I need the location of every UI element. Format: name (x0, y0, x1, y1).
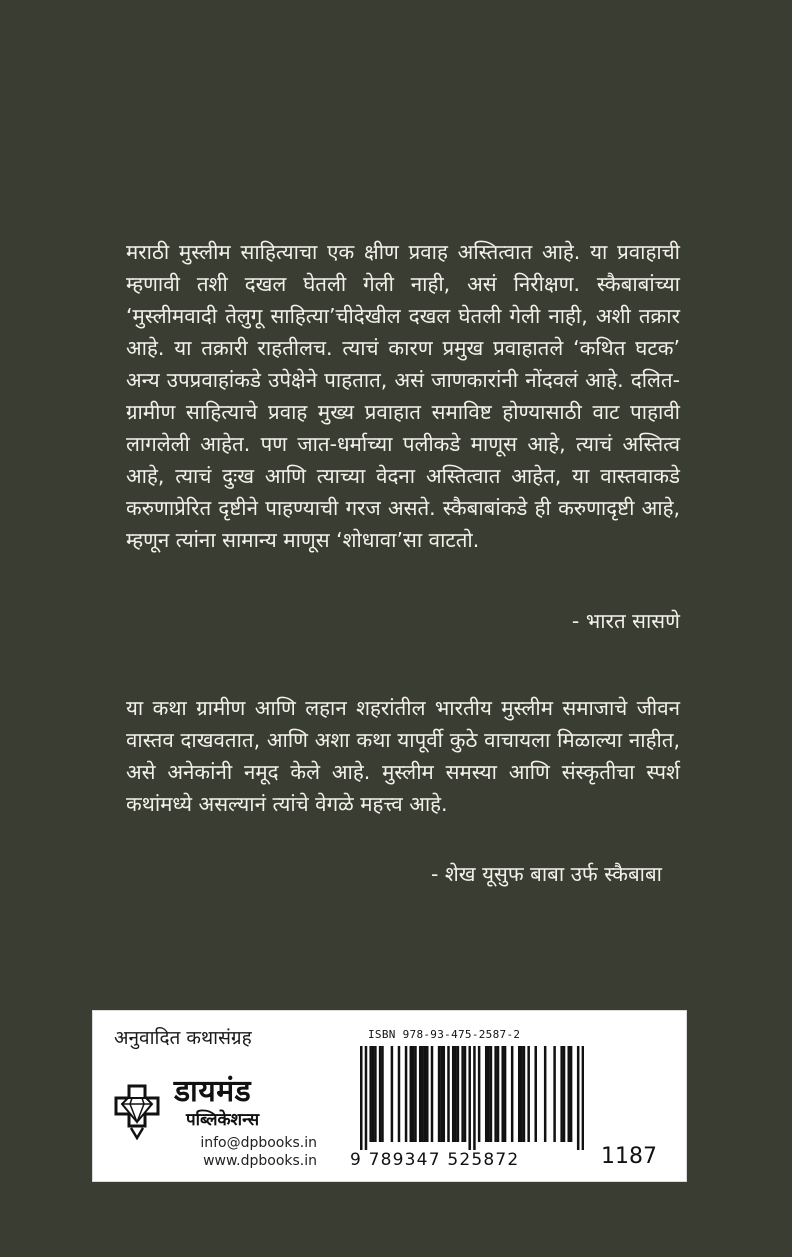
barcode-bar (381, 1046, 384, 1142)
barcode-bar (473, 1046, 476, 1150)
barcode-bar (464, 1046, 467, 1142)
barcode-bar (485, 1046, 488, 1142)
barcode-bar (504, 1046, 507, 1142)
blurb-attribution-1: - भारत सासणे (571, 609, 680, 633)
barcode-bar (457, 1046, 460, 1142)
barcode-bar (360, 1046, 363, 1150)
barcode-bar (544, 1046, 547, 1142)
barcode-bar (582, 1046, 584, 1150)
publisher-website: www.dpbooks.in (203, 1153, 317, 1169)
barcode-bar (410, 1046, 413, 1142)
barcode-bar (560, 1046, 563, 1142)
barcode-bar (421, 1046, 424, 1142)
barcode-bar (570, 1046, 573, 1142)
barcode-bar (534, 1046, 537, 1142)
barcode-bar (511, 1046, 514, 1142)
barcode-bar (379, 1046, 382, 1142)
barcode-bar (443, 1046, 446, 1142)
barcode-bar (419, 1046, 422, 1142)
barcode-digits: 9 789347 525872 (350, 1150, 520, 1170)
barcode-bar (365, 1046, 368, 1150)
diamond-plus-icon (112, 1084, 162, 1140)
barcode (360, 1046, 584, 1150)
barcode-bar (563, 1046, 566, 1142)
barcode-bar (414, 1046, 417, 1142)
barcode-bar (431, 1046, 434, 1142)
barcode-bar (490, 1046, 493, 1142)
publisher-name: डायमंड (174, 1074, 252, 1109)
barcode-bar (501, 1046, 504, 1142)
barcode-bar (398, 1046, 401, 1142)
barcode-bar (478, 1046, 481, 1142)
price-code: 1187 (601, 1144, 657, 1169)
barcode-bar (497, 1046, 500, 1142)
barcode-bar (447, 1046, 450, 1142)
barcode-bar (487, 1046, 490, 1142)
barcode-bar (518, 1046, 521, 1142)
barcode-bar (520, 1046, 523, 1142)
barcode-bar (577, 1046, 580, 1150)
barcode-bar (454, 1046, 457, 1142)
barcode-bar (405, 1046, 408, 1142)
barcode-bar (412, 1046, 415, 1142)
barcode-bar (452, 1046, 455, 1142)
barcode-bar (494, 1046, 497, 1142)
publisher-panel (92, 1010, 687, 1182)
blurb-paragraph-1: मराठी मुस्लीम साहित्याचा एक क्षीण प्रवाह अस्तित्वात आहे. या प्रवाहाची म्हणावी तशी दखल घेतली गेली नाही, असं निरीक्षण. स्कैबाबांच्या ‘मुस्लीमवादी तेलुगू साहित्या’चीदेखील दखल घेतली गेली नाही, अशी तक्रार आहे. या तक्रारी राहतीलच. त्याचं कारण प्रमुख प्रवाहातले ‘कथित घटक’ अन्य उपप्रवाहांकडे उपेक्षेने पाहतात, असं जाणकारांनी नोंदवलं आहे. दलित-ग्रामीण साहित्याचे प्रवाह मुख्य प्रवाहात समाविष्ट होण्यासाठी वाट पाहावी लागलेली आहेत. पण जात-धर्माच्या पलीकडे माणूस आहे, त्याचं अस्तित्व आहे, त्याचं दुःख आणि त्याच्या वेदना अस्तित्वात आहेत, या वास्तवाकडे करुणाप्रेरित दृष्टीने पाहण्याची गरज असते. स्कैबाबांकडे ही करुणादृष्टी आहे, म्हणून त्यांना सामान्य माणूस ‘शोधावा’सा वाटतो. (126, 240, 680, 552)
barcode-bar (527, 1046, 530, 1142)
blurb-attribution-2: - शेख यूसुफ बाबा उर्फ स्कैबाबा (430, 862, 662, 886)
barcode-bar (391, 1046, 394, 1142)
barcode-bar (440, 1046, 443, 1142)
barcode-bar (424, 1046, 427, 1142)
barcode-bar (372, 1046, 375, 1142)
publisher-subtitle: पब्लिकेशन्स (186, 1110, 260, 1130)
barcode-bar (374, 1046, 377, 1142)
barcode-bar (553, 1046, 556, 1142)
publisher-email: info@dpbooks.in (200, 1135, 317, 1151)
barcode-bar (468, 1046, 471, 1150)
barcode-bar (369, 1046, 372, 1142)
barcode-bar (426, 1046, 429, 1142)
barcode-bar (567, 1046, 570, 1142)
barcode-bar (523, 1046, 526, 1142)
barcode-bar (461, 1046, 464, 1142)
isbn-label: ISBN 978-93-475-2587-2 (368, 1028, 521, 1041)
genre-label: अनुवादित कथासंग्रह (114, 1027, 252, 1049)
blurb-paragraph-2: या कथा ग्रामीण आणि लहान शहरांतील भारतीय मुस्लीम समाजाचे जीवन वास्तव दाखवतात, आणि अशा कथा यापूर्वी कुठे वाचायला मिळाल्या नाहीत, असे अनेकांनी नमूद केले आहे. मुस्लीम समस्या आणि संस्कृतीचा स्पर्श कथांमध्ये असल्यानं त्यांचे वेगळे महत्त्व आहे. (126, 696, 680, 816)
barcode-bar (438, 1046, 441, 1142)
